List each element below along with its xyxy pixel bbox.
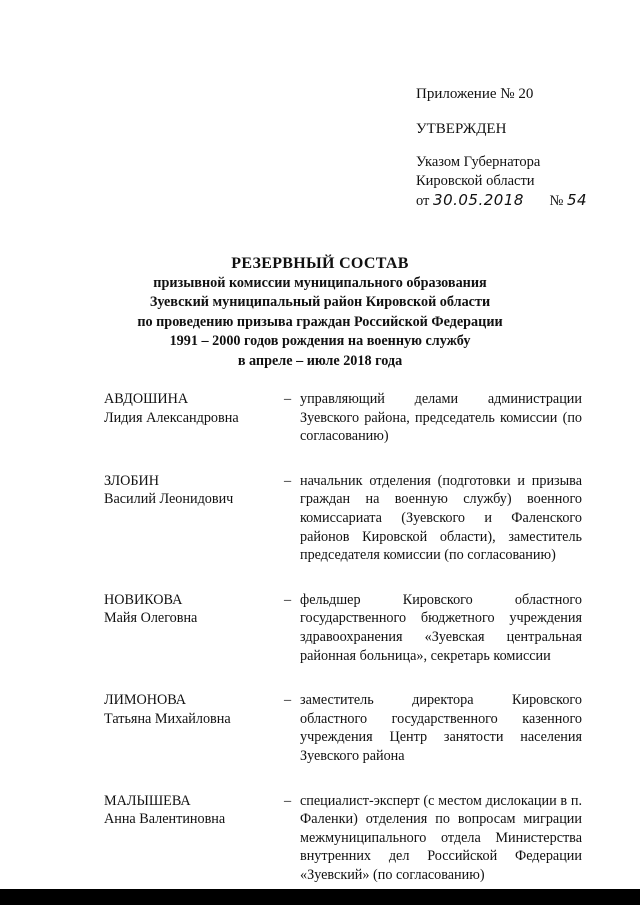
- member-dash: –: [284, 591, 292, 608]
- member-entry: [104, 390, 582, 446]
- member-given-name: Василий Леонидович: [104, 491, 234, 508]
- member-name: [104, 390, 284, 446]
- decree-line-1: Указом Губернатора: [416, 154, 541, 170]
- decree-line-2: Кировской области: [416, 173, 535, 189]
- member-role: управляющий делами администрации Зуевского района, председатель комиссии (по согласованию): [300, 391, 582, 445]
- member-dash: –: [284, 692, 292, 709]
- scan-bottom-edge: [0, 889, 640, 905]
- member-surname: НОВИКОВА: [104, 591, 183, 608]
- title-line: в апреле – июле 2018 года: [237, 352, 403, 369]
- approved-label: УТВЕРЖДЕН: [416, 121, 507, 137]
- member-surname: ЛИМОНОВА: [104, 692, 187, 709]
- member-role: начальник отделения (подготовки и призыва граждан на военную службу) военного комиссариата (Зуевского и Фаленского районов Кировской области), заместитель председателя комиссии (по согласованию): [300, 472, 582, 564]
- member-role: заместитель директора Кировского областного государственного казенного учреждения Центр занятости населения Зуевского района: [300, 692, 582, 764]
- handwritten-date: 30.05.2018: [433, 191, 524, 209]
- title-line: призывной комиссии муниципального образования: [153, 275, 487, 291]
- date-prefix: от: [416, 193, 430, 209]
- appendix-label: Приложение № 20: [416, 86, 534, 102]
- member-role: специалист-эксперт (с местом дислокации в п. Фаленки) отделения по вопросам миграции межмуниципального отдела Министерства внутренних дел Российской Федерации «Зуевский» (по согласованию): [300, 792, 582, 883]
- member-entry: [104, 472, 582, 565]
- member-name: [104, 591, 284, 665]
- title-line: по проведению призыва граждан Российской Федерации: [137, 313, 503, 330]
- member-given-name: Татьяна Михайловна: [104, 710, 231, 727]
- member-given-name: Анна Валентиновна: [104, 811, 226, 828]
- member-name: [104, 792, 284, 885]
- member-given-name: Майя Олеговна: [104, 610, 198, 627]
- title-line: Зуевский муниципальный район Кировской области: [149, 294, 491, 311]
- members-list: [104, 390, 582, 910]
- member-entry: [104, 591, 582, 665]
- title-line: 1991 – 2000 годов рождения на военную службу: [169, 333, 471, 350]
- member-surname: АВДОШИНА: [104, 391, 189, 407]
- member-surname: МАЛЫШЕВА: [104, 792, 191, 809]
- document-title: [100, 254, 540, 371]
- member-given-name: Лидия Александровна: [104, 409, 239, 426]
- decree-block: [416, 153, 616, 211]
- member-dash: –: [284, 792, 292, 809]
- member-role: фельдшер Кировского областного государственного бюджетного учреждения здравоохранения «Зуевская центральная районная больница», секретарь комиссии: [300, 591, 582, 664]
- member-entry: [104, 792, 582, 885]
- number-prefix: №: [549, 193, 564, 209]
- member-dash: –: [284, 391, 292, 407]
- handwritten-number: 54: [567, 191, 588, 209]
- member-name: [104, 691, 284, 765]
- member-surname: ЗЛОБИН: [104, 472, 159, 489]
- decree-date-line: [416, 191, 616, 211]
- title-main: РЕЗЕРВНЫЙ СОСТАВ: [231, 255, 409, 272]
- member-entry: [104, 691, 582, 765]
- member-dash: –: [284, 472, 292, 489]
- member-name: [104, 472, 284, 565]
